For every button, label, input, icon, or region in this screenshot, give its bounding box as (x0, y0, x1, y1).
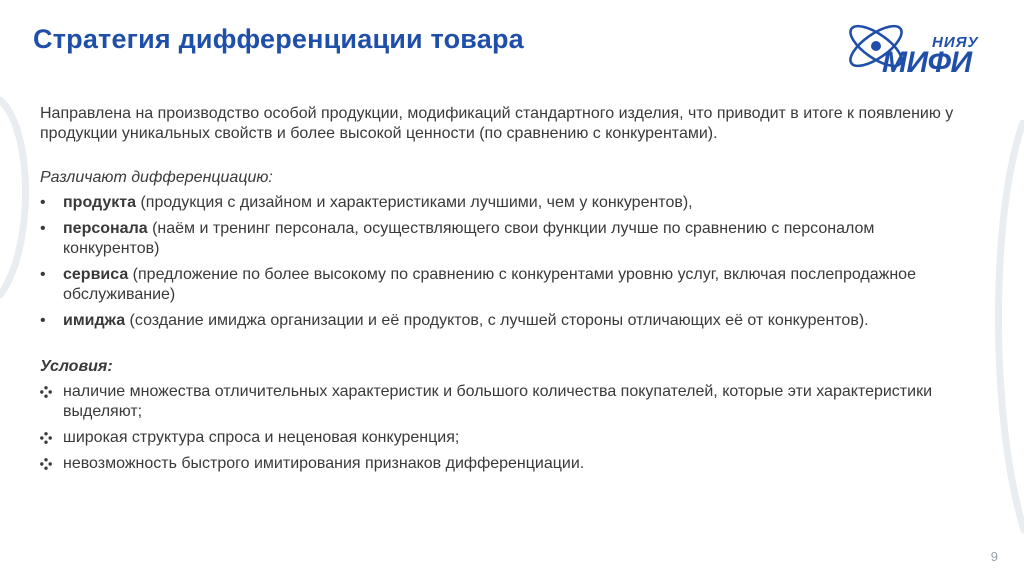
mephi-logo (842, 10, 992, 82)
conditions-heading: Условия: (40, 358, 113, 375)
logo-line2: МИФИ (882, 46, 972, 79)
bullet-icon: • (40, 266, 46, 283)
type-term: продукта (63, 194, 136, 211)
list-item (40, 265, 975, 305)
type-term: имиджа (63, 312, 126, 329)
list-item (40, 219, 975, 259)
slide-content (40, 104, 975, 480)
condition-text: невозможность быстрого имитирования признаков дифференциации. (63, 455, 585, 472)
condition-text: широкая структура спроса и неценовая конкуренция; (63, 429, 460, 446)
list-item (40, 428, 975, 448)
conditions-list (40, 382, 975, 474)
diamond-dots-icon (40, 386, 52, 398)
page-number: 9 (990, 549, 998, 564)
diamond-dots-icon (40, 458, 52, 470)
types-list (40, 193, 975, 331)
list-item (40, 311, 975, 331)
logo-line1: НИЯУ (932, 34, 979, 51)
type-desc: (продукция с дизайном и характеристиками лучшими, чем у конкурентов), (136, 194, 693, 211)
bullet-icon: • (40, 220, 46, 237)
types-heading: Различают дифференциацию: (40, 169, 273, 186)
type-desc: (предложение по более высокому по сравнению с конкурентами уровню услуг, включая послепродажное обслуживание) (63, 266, 916, 303)
list-item (40, 193, 975, 213)
right-decor-arc (990, 120, 1024, 540)
type-term: персонала (63, 220, 148, 237)
type-desc: (наём и тренинг персонала, осуществляющего свои функции лучше по сравнению с персоналом конкурентов) (63, 220, 875, 257)
left-decor-arc (0, 90, 40, 310)
type-term: сервиса (63, 266, 129, 283)
diamond-dots-icon (40, 432, 52, 444)
intro-paragraph: Направлена на производство особой продукции, модификаций стандартного изделия, что приводит в итоге к появлению у продукции уникальных свойств и более высокой ценности (по сравнению с конкурентами). (40, 105, 954, 142)
slide-title: Стратегия дифференциации товара (33, 24, 524, 54)
bullet-icon: • (40, 312, 46, 329)
condition-text: наличие множества отличительных характеристик и большого количества покупателей, которые эти характеристики выделяют; (63, 383, 933, 420)
list-item (40, 454, 975, 474)
bullet-icon: • (40, 194, 46, 211)
list-item (40, 382, 975, 422)
type-desc: (создание имиджа организации и её продуктов, с лучшей стороны отличающих её от конкурентов). (125, 312, 869, 329)
